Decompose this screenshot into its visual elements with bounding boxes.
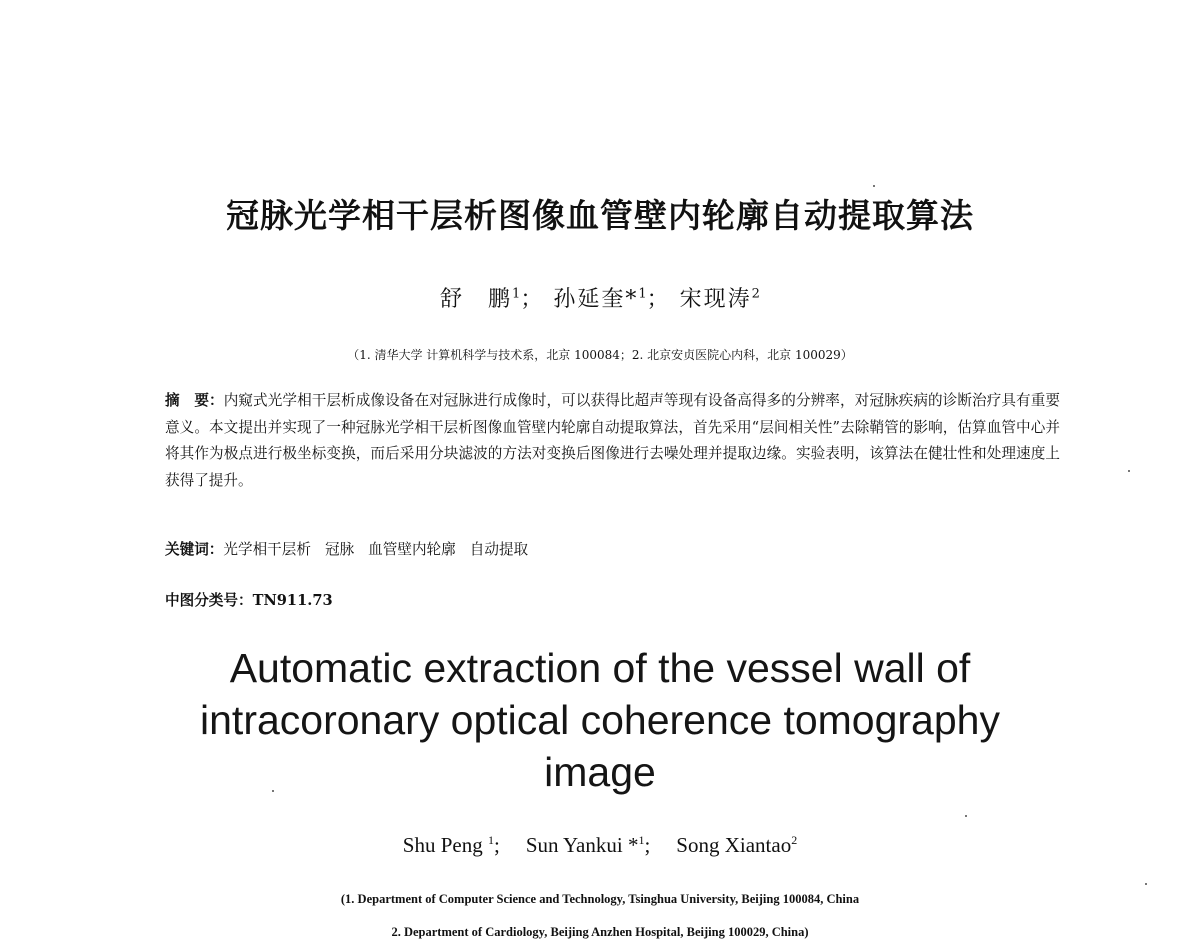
author-affiliation-marker: 1 xyxy=(487,833,494,847)
english-title-line: intracoronary optical coherence tomography xyxy=(200,697,1000,743)
classification-value: TN911.73 xyxy=(252,592,333,609)
english-affiliation-1: (1. Department of Computer Science and Technology, Tsinghua University, Beijing 100084, China xyxy=(340,892,860,906)
author-affiliation-marker: 1 xyxy=(638,286,647,302)
author-separator: ; xyxy=(493,833,500,857)
author-name: 宋现涛 xyxy=(679,287,752,312)
scan-speck xyxy=(1128,470,1130,472)
english-authors xyxy=(0,833,1200,858)
scan-speck xyxy=(873,185,875,187)
english-title xyxy=(0,642,1200,798)
author-affiliation-marker: 2 xyxy=(791,833,798,847)
english-title-line: Automatic extraction of the vessel wall of xyxy=(229,645,971,691)
author-name: 孙延奎* xyxy=(553,287,639,312)
abstract-label: 摘 要： xyxy=(165,392,224,409)
author-separator: ； xyxy=(646,287,671,312)
classification-label: 中图分类号： xyxy=(165,592,253,609)
author-separator: ; xyxy=(644,833,651,857)
author-affiliation-marker: 1 xyxy=(512,286,521,302)
chinese-title: 冠脉光学相干层析图像血管壁内轮廓自动提取算法 xyxy=(226,196,974,235)
author-name: Shu Peng xyxy=(402,833,483,857)
scan-speck xyxy=(272,790,274,792)
author-name: 舒 鹏 xyxy=(440,287,513,312)
chinese-affiliations: （1. 清华大学 计算机科学与技术系，北京 100084；2. 北京安贞医院心内科，北京 100029） xyxy=(347,348,853,362)
abstract-text: 内窥式光学相干层析成像设备在对冠脉进行成像时，可以获得比超声等现有设备高得多的分辨率，对冠脉疾病的诊断治疗具有重要意义。本文提出并实现了一种冠脉光学相干层析图像血管壁内轮廓自动提取算法，首先采用“层间相关性”去除鞘管的影响，估算血管中心并将其作为极点进行极坐标变换，而后采用分块滤波的方法对变换后图像进行去噪处理并提取边缘。实验表明，该算法在健壮性和处理速度上获得了提升。 xyxy=(165,392,1060,489)
english-title-line: image xyxy=(544,749,656,795)
chinese-abstract xyxy=(165,388,1060,494)
author-name: Sun Yankui * xyxy=(525,833,639,857)
scan-speck xyxy=(1145,883,1147,885)
author-affiliation-marker: 2 xyxy=(751,286,760,302)
chinese-keywords xyxy=(165,538,542,559)
english-affiliation-2: 2. Department of Cardiology, Beijing Anzhen Hospital, Beijing 100029, China) xyxy=(391,925,809,939)
keywords-label: 关键词： xyxy=(165,541,224,558)
chinese-authors xyxy=(0,282,1200,313)
keyword: 血管壁内轮廓 xyxy=(368,541,456,558)
author-separator: ； xyxy=(520,287,545,312)
author-affiliation-marker: 1 xyxy=(638,833,645,847)
keyword: 冠脉 xyxy=(324,541,355,558)
keyword: 光学相干层析 xyxy=(223,541,311,558)
keyword: 自动提取 xyxy=(469,541,529,558)
chinese-classification xyxy=(165,589,333,610)
scan-speck xyxy=(965,815,967,817)
author-name: Song Xiantao xyxy=(676,833,792,857)
